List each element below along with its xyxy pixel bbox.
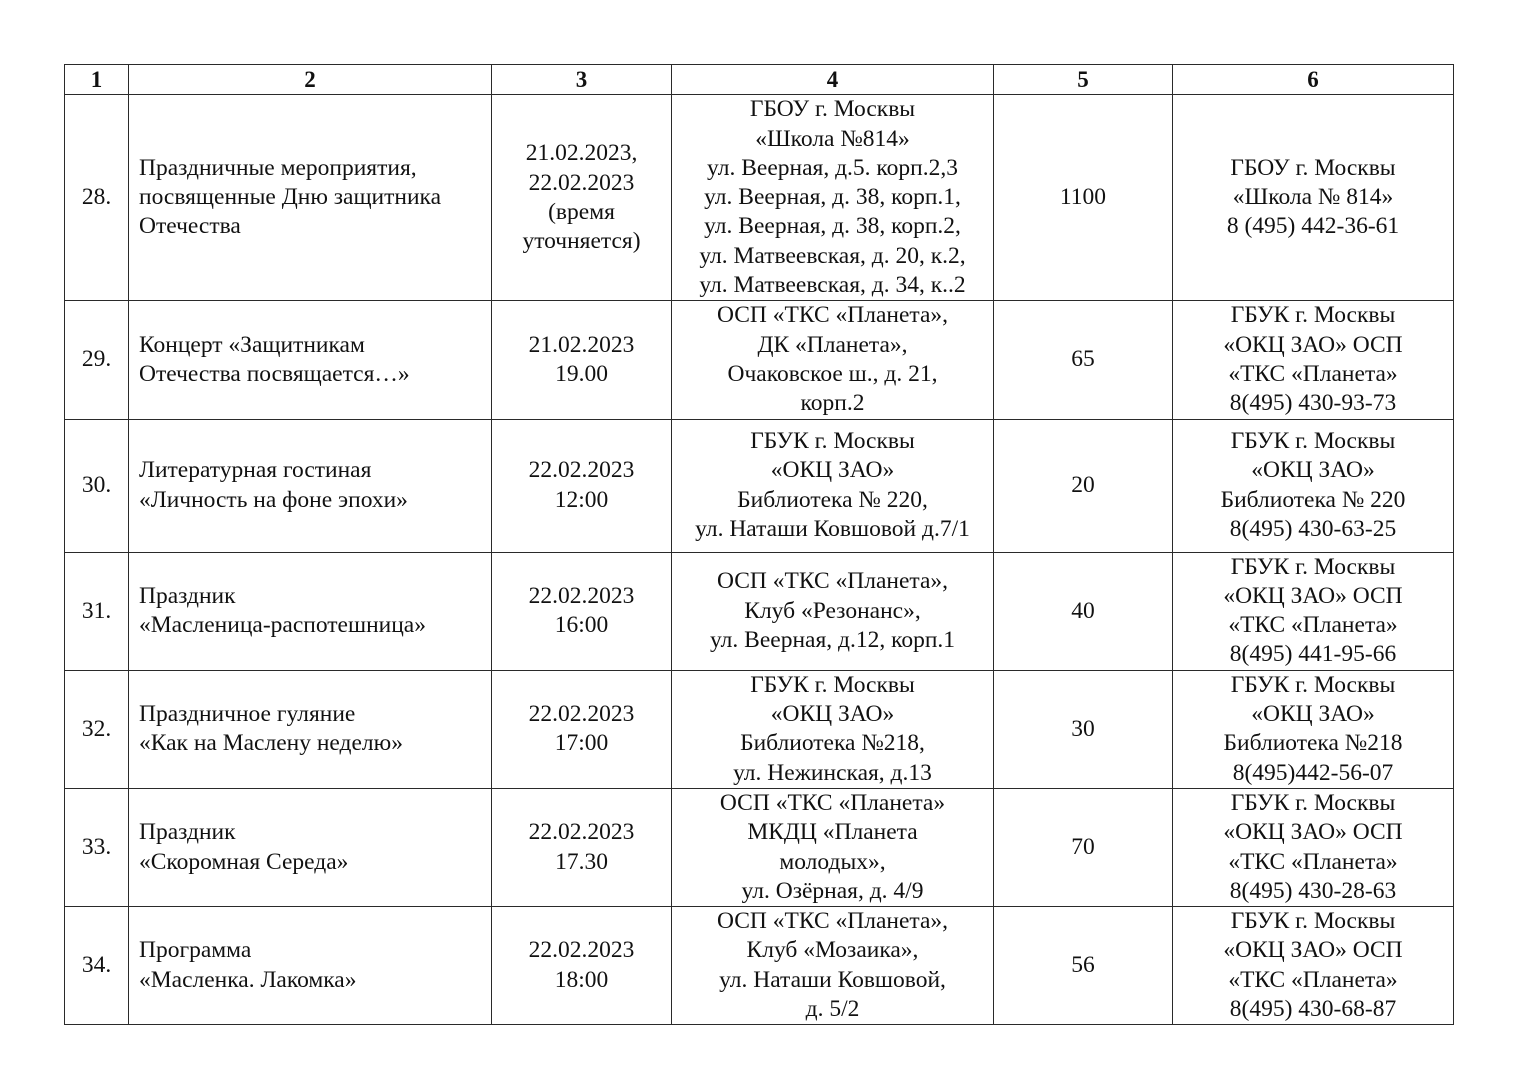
date-line: 22.02.2023 bbox=[528, 457, 635, 484]
date-line: уточняется) bbox=[522, 228, 641, 255]
date-line: 22.02.2023 bbox=[528, 937, 635, 964]
table-row bbox=[65, 552, 1454, 670]
date-line: 12:00 bbox=[554, 486, 609, 513]
org-line: 8(495) 441-95-66 bbox=[1229, 641, 1397, 668]
place-line: ул. Матвеевская, д. 34, к..2 bbox=[699, 272, 966, 299]
event-date bbox=[492, 419, 672, 552]
date-line: 22.02.2023 bbox=[528, 169, 635, 196]
org-line: ГБУК г. Москвы bbox=[1230, 427, 1396, 454]
event-name bbox=[129, 907, 492, 1025]
place-line: ул. Веерная, д.5. корп.2,3 bbox=[707, 154, 958, 181]
place-line: «ОКЦ ЗАО» bbox=[770, 701, 895, 728]
org-line: ГБОУ г. Москвы bbox=[1230, 154, 1396, 181]
organizer bbox=[1173, 419, 1454, 552]
event-line: «Масленка. Лакомка» bbox=[139, 966, 357, 993]
org-line: «ТКС «Планета» bbox=[1228, 966, 1398, 993]
org-line: «ОКЦ ЗАО» ОСП bbox=[1223, 331, 1403, 358]
participant-count: 40 bbox=[994, 552, 1173, 670]
event-line: «Скоромная Середа» bbox=[139, 848, 349, 875]
event-date bbox=[492, 301, 672, 419]
place-line: Библиотека № 220, bbox=[737, 486, 928, 513]
header-col-4: 4 bbox=[672, 65, 994, 95]
participant-count: 65 bbox=[994, 301, 1173, 419]
header-col-5: 5 bbox=[994, 65, 1173, 95]
header-col-2: 2 bbox=[129, 65, 492, 95]
event-line: Литературная гостиная bbox=[139, 457, 372, 484]
event-place bbox=[672, 907, 994, 1025]
event-line: Программа bbox=[139, 937, 252, 964]
place-line: Библиотека №218, bbox=[740, 730, 925, 757]
org-line: 8(495) 430-63-25 bbox=[1229, 515, 1397, 542]
date-line: 22.02.2023 bbox=[528, 582, 635, 609]
row-number: 28. bbox=[65, 95, 129, 301]
participant-count: 70 bbox=[994, 788, 1173, 906]
date-line: 21.02.2023, bbox=[525, 140, 638, 167]
organizer bbox=[1173, 552, 1454, 670]
events-table bbox=[64, 64, 1454, 1025]
organizer bbox=[1173, 670, 1454, 788]
place-line: ул. Веерная, д.12, корп.1 bbox=[709, 626, 956, 653]
place-line: ул. Веерная, д. 38, корп.1, bbox=[704, 184, 961, 211]
place-line: д. 5/2 bbox=[805, 996, 860, 1023]
event-date bbox=[492, 907, 672, 1025]
org-line: «ТКС «Планета» bbox=[1228, 848, 1398, 875]
place-line: «ОКЦ ЗАО» bbox=[770, 457, 895, 484]
org-line: 8(495) 430-28-63 bbox=[1229, 877, 1397, 904]
date-line: 22.02.2023 bbox=[528, 819, 635, 846]
org-line: «ТКС «Планета» bbox=[1228, 360, 1398, 387]
date-line: 17:00 bbox=[554, 730, 609, 757]
date-line: 22.02.2023 bbox=[528, 701, 635, 728]
header-col-3: 3 bbox=[492, 65, 672, 95]
event-name bbox=[129, 95, 492, 301]
date-line: 21.02.2023 bbox=[528, 331, 635, 358]
org-line: ГБУК г. Москвы bbox=[1230, 671, 1396, 698]
participant-count: 20 bbox=[994, 419, 1173, 552]
table-row bbox=[65, 419, 1454, 552]
event-date bbox=[492, 552, 672, 670]
event-name bbox=[129, 670, 492, 788]
table-row bbox=[65, 95, 1454, 301]
event-name bbox=[129, 788, 492, 906]
header-row bbox=[65, 65, 1454, 95]
event-line: Отечества посвящается…» bbox=[139, 360, 410, 387]
event-line: Праздник bbox=[139, 819, 236, 846]
org-line: «ОКЦ ЗАО» ОСП bbox=[1223, 819, 1403, 846]
event-date bbox=[492, 95, 672, 301]
place-line: ул. Наташи Ковшовой д.7/1 bbox=[695, 515, 970, 542]
header-col-6: 6 bbox=[1173, 65, 1454, 95]
event-date bbox=[492, 670, 672, 788]
event-line: Праздничные мероприятия, bbox=[139, 154, 417, 181]
row-number: 32. bbox=[65, 670, 129, 788]
event-place bbox=[672, 552, 994, 670]
date-line: 18:00 bbox=[554, 966, 609, 993]
header-col-1: 1 bbox=[65, 65, 129, 95]
event-place bbox=[672, 95, 994, 301]
event-line: «Как на Маслену неделю» bbox=[139, 730, 403, 757]
participant-count: 30 bbox=[994, 670, 1173, 788]
place-line: корп.2 bbox=[800, 390, 865, 417]
organizer bbox=[1173, 95, 1454, 301]
table-row bbox=[65, 788, 1454, 906]
place-line: ГБУК г. Москвы bbox=[750, 427, 915, 454]
place-line: ОСП «ТКС «Планета», bbox=[716, 302, 949, 329]
table-row bbox=[65, 301, 1454, 419]
row-number: 34. bbox=[65, 907, 129, 1025]
date-line: 16:00 bbox=[554, 612, 609, 639]
row-number: 29. bbox=[65, 301, 129, 419]
row-number: 33. bbox=[65, 788, 129, 906]
org-line: 8(495) 430-93-73 bbox=[1229, 390, 1397, 417]
org-line: «Школа № 814» bbox=[1232, 184, 1394, 211]
row-number: 31. bbox=[65, 552, 129, 670]
organizer bbox=[1173, 788, 1454, 906]
event-line: Праздник bbox=[139, 582, 236, 609]
event-place bbox=[672, 301, 994, 419]
place-line: ОСП «ТКС «Планета» bbox=[719, 789, 946, 816]
event-line: Концерт «Защитникам bbox=[139, 331, 365, 358]
row-number: 30. bbox=[65, 419, 129, 552]
org-line: «ТКС «Планета» bbox=[1228, 612, 1398, 639]
participant-count: 1100 bbox=[994, 95, 1173, 301]
place-line: ГБОУ г. Москвы bbox=[749, 96, 916, 123]
place-line: ул. Озёрная, д. 4/9 bbox=[741, 877, 924, 904]
place-line: молодых», bbox=[779, 848, 886, 875]
org-line: ГБУК г. Москвы bbox=[1230, 302, 1396, 329]
event-line: посвященные Дню защитника bbox=[139, 184, 442, 211]
event-place bbox=[672, 670, 994, 788]
place-line: МКДЦ «Планета bbox=[747, 819, 918, 846]
date-line: (время bbox=[548, 198, 615, 225]
place-line: Клуб «Резонанс», bbox=[744, 597, 921, 624]
place-line: ул. Наташи Ковшовой, bbox=[719, 966, 946, 993]
organizer bbox=[1173, 907, 1454, 1025]
place-line: Клуб «Мозаика», bbox=[746, 937, 919, 964]
event-date bbox=[492, 788, 672, 906]
org-line: Библиотека № 220 bbox=[1220, 486, 1406, 513]
date-line: 19.00 bbox=[555, 360, 608, 387]
event-name bbox=[129, 419, 492, 552]
event-line: «Масленица-распотешница» bbox=[139, 612, 426, 639]
place-line: ДК «Планета», bbox=[757, 331, 908, 358]
place-line: Очаковское ш., д. 21, bbox=[727, 360, 938, 387]
org-line: ГБУК г. Москвы bbox=[1230, 789, 1396, 816]
organizer bbox=[1173, 301, 1454, 419]
place-line: ул. Нежинская, д.13 bbox=[733, 759, 932, 786]
date-line: 17.30 bbox=[555, 848, 608, 875]
org-line: «ОКЦ ЗАО» ОСП bbox=[1223, 582, 1403, 609]
place-line: ОСП «ТКС «Планета», bbox=[716, 908, 949, 935]
event-place bbox=[672, 419, 994, 552]
event-line: «Личность на фоне эпохи» bbox=[139, 486, 408, 513]
event-line: Отечества bbox=[139, 213, 241, 240]
table-row bbox=[65, 907, 1454, 1025]
place-line: ОСП «ТКС «Планета», bbox=[716, 568, 949, 595]
participant-count: 56 bbox=[994, 907, 1173, 1025]
place-line: «Школа №814» bbox=[755, 125, 910, 152]
org-line: ГБУК г. Москвы bbox=[1230, 908, 1396, 935]
org-line: «ОКЦ ЗАО» bbox=[1251, 701, 1375, 728]
event-place bbox=[672, 788, 994, 906]
table-row bbox=[65, 670, 1454, 788]
place-line: ул. Веерная, д. 38, корп.2, bbox=[704, 213, 961, 240]
place-line: ул. Матвеевская, д. 20, к.2, bbox=[699, 242, 966, 269]
org-line: Библиотека №218 bbox=[1223, 730, 1403, 757]
org-line: 8(495) 430-68-87 bbox=[1229, 996, 1397, 1023]
org-line: 8(495)442-56-07 bbox=[1232, 759, 1394, 786]
event-name bbox=[129, 301, 492, 419]
event-line: Праздничное гуляние bbox=[139, 701, 356, 728]
event-name bbox=[129, 552, 492, 670]
org-line: 8 (495) 442-36-61 bbox=[1226, 213, 1400, 240]
org-line: «ОКЦ ЗАО» bbox=[1251, 457, 1375, 484]
org-line: «ОКЦ ЗАО» ОСП bbox=[1223, 937, 1403, 964]
place-line: ГБУК г. Москвы bbox=[750, 671, 915, 698]
org-line: ГБУК г. Москвы bbox=[1230, 553, 1396, 580]
